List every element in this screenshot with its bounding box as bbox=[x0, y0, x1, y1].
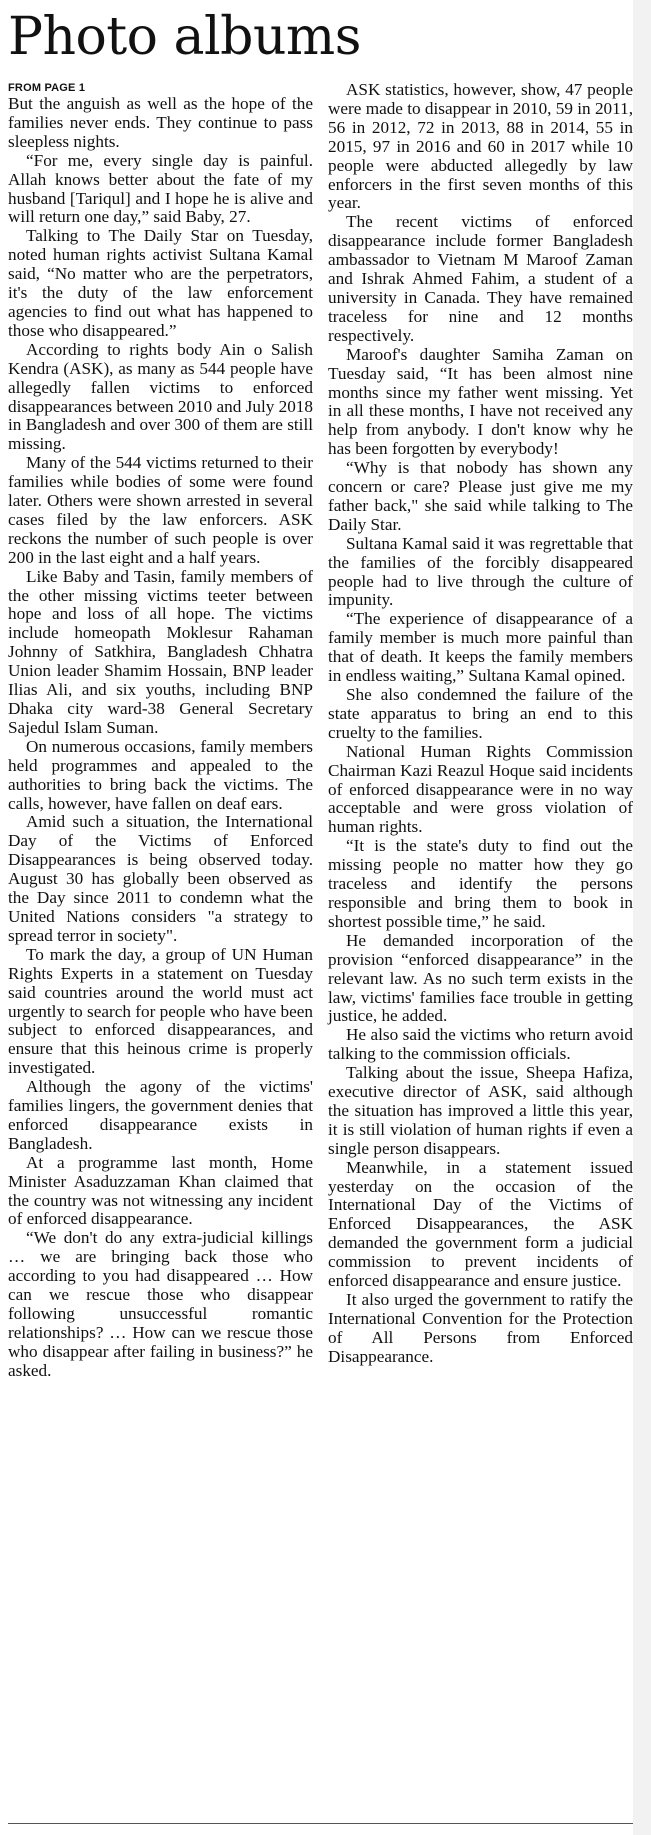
paragraph: Meanwhile, in a statement issued yesterday on the occasion of the International Day of the Victims of Enforced Disappearances, the ASK demanded the government form a judicial commission to prevent incidents of enforced disappearance and ensure justice. bbox=[328, 1157, 633, 1291]
paragraph: To mark the day, a group of UN Human Rights Experts in a statement on Tuesday said countries around the world must act urgently to search for people who have been subject to enforced disappearances, and ensure that this heinous crime is properly investigated. bbox=[8, 944, 313, 1078]
paragraph: It also urged the government to ratify the International Convention for the Protection of All Persons from Enforced Disappearance. bbox=[328, 1290, 633, 1366]
paragraph: According to rights body Ain o Salish Kendra (ASK), as many as 544 people have allegedly fallen victims to enforced disappearances between 2010 and July 2018 in Bangladesh and over 300 of them are still missing. bbox=[8, 339, 313, 454]
paragraph: “We don't do any extra-judicial killings … we are bringing back those who according to you had disappeared … How can we rescue those who disappear following unsuccessful romantic relationships? … How can we rescue those who disappear after failing in business?” he asked. bbox=[8, 1228, 313, 1380]
paragraph: Although the agony of the victims' families lingers, the government denies that enforced disappearance exists in Bangladesh. bbox=[8, 1077, 313, 1153]
paragraph: At a programme last month, Home Minister Asaduzzaman Khan claimed that the country was not witnessing any incident of enforced disappearance. bbox=[8, 1152, 313, 1229]
paragraph: “The experience of disappearance of a family member is much more painful than that of death. It keeps the family members in endless waiting,” Sultana Kamal opined. bbox=[328, 609, 633, 686]
paragraph: Sultana Kamal said it was regrettable that the families of the forcibly disappeared people had to live through the culture of impunity. bbox=[328, 533, 633, 610]
headline: Photo albums bbox=[8, 7, 361, 67]
paragraph: “It is the state's duty to find out the missing people no matter how they go traceless and identify the persons responsible and bring them to book in shortest possible time,” he said. bbox=[328, 836, 633, 931]
paragraph: Talking about the issue, Sheepa Hafiza, executive director of ASK, said although the situation has improved a little this year, it is still violation of human rights if even a single person disappears. bbox=[328, 1063, 633, 1158]
paragraph: But the anguish as well as the hope of the families never ends. They continue to pass sleepless nights. bbox=[8, 94, 313, 151]
bottom-rule bbox=[8, 1823, 633, 1824]
paragraph: The recent victims of enforced disappearance include former Bangladesh ambassador to Vietnam M Maroof Zaman and Ishrak Ahmed Fahim, a student of a university in Canada. They have remained traceless for nine and 12 months respectively. bbox=[328, 212, 633, 345]
paragraph: On numerous occasions, family members held programmes and appealed to the authorities to bring back the victims. The calls, however, have fallen on deaf ears. bbox=[8, 736, 313, 813]
continuation-kicker: FROM PAGE 1 bbox=[8, 82, 86, 94]
paragraph: Many of the 544 victims returned to their families while bodies of some were found later. Others were shown arrested in several cases filed by the law enforcers. ASK reckons the number of such people is over 200 in the last eight and a half years. bbox=[8, 453, 313, 567]
article-column-left bbox=[8, 81, 313, 1381]
paragraph: “Why is that nobody has shown any concern or care? Please just give me my father back," she said while talking to The Daily Star. bbox=[328, 458, 633, 534]
paragraph: Amid such a situation, the International Day of the Victims of Enforced Disappearances is being observed today. August 30 has globally been observed as the Day since 2011 to condemn what the United Nations considers "a strategy to spread terror in society". bbox=[8, 812, 313, 945]
paragraph: National Human Rights Commission Chairman Kazi Reazul Hoque said incidents of enforced disappearance were in no way acceptable and were gross violation of human rights. bbox=[328, 741, 633, 837]
article-column-right bbox=[328, 81, 633, 1367]
paragraph: He also said the victims who return avoid talking to the commission officials. bbox=[328, 1025, 633, 1064]
page-edge bbox=[633, 0, 651, 1835]
paragraph: “For me, every single day is painful. Allah knows better about the fate of my husband [Tariqul] and I hope he is alive and will return one day,” said Baby, 27. bbox=[8, 150, 313, 227]
paragraph: Maroof's daughter Samiha Zaman on Tuesday said, “It has been almost nine months since my father went missing. Yet in all these months, I have not received any help from anybody. I don't know why he has been forgotten by everybody! bbox=[328, 344, 633, 459]
paragraph: ASK statistics, however, show, 47 people were made to disappear in 2010, 59 in 2011, 56 in 2012, 72 in 2013, 88 in 2014, 55 in 2015, 97 in 2016 and 60 in 2017 while 10 people were abducted allegedly by law enforcers in the first seven months of this year. bbox=[328, 80, 633, 213]
paragraph: Like Baby and Tasin, family members of the other missing victims teeter between hope and loss of all hope. The victims include homeopath Moklesur Rahaman Johnny of Satkhira, Bangladesh Chhatra Union leader Shamim Hossain, BNP leader Ilias Ali, and six youths, including BNP Dhaka city ward-38 General Secretary Sajedul Islam Suman. bbox=[8, 566, 313, 737]
paragraph: She also condemned the failure of the state apparatus to bring an end to this cruelty to the families. bbox=[328, 685, 633, 742]
paragraph: He demanded incorporation of the provision “enforced disappearance” in the relevant law. As no such term exists in the law, victims' families face trouble in getting justice, he added. bbox=[328, 930, 633, 1026]
paragraph: Talking to The Daily Star on Tuesday, noted human rights activist Sultana Kamal said, “No matter who are the perpetrators, it's the duty of the law enforcement agencies to find out what has happened to those who disappeared.” bbox=[8, 226, 313, 340]
